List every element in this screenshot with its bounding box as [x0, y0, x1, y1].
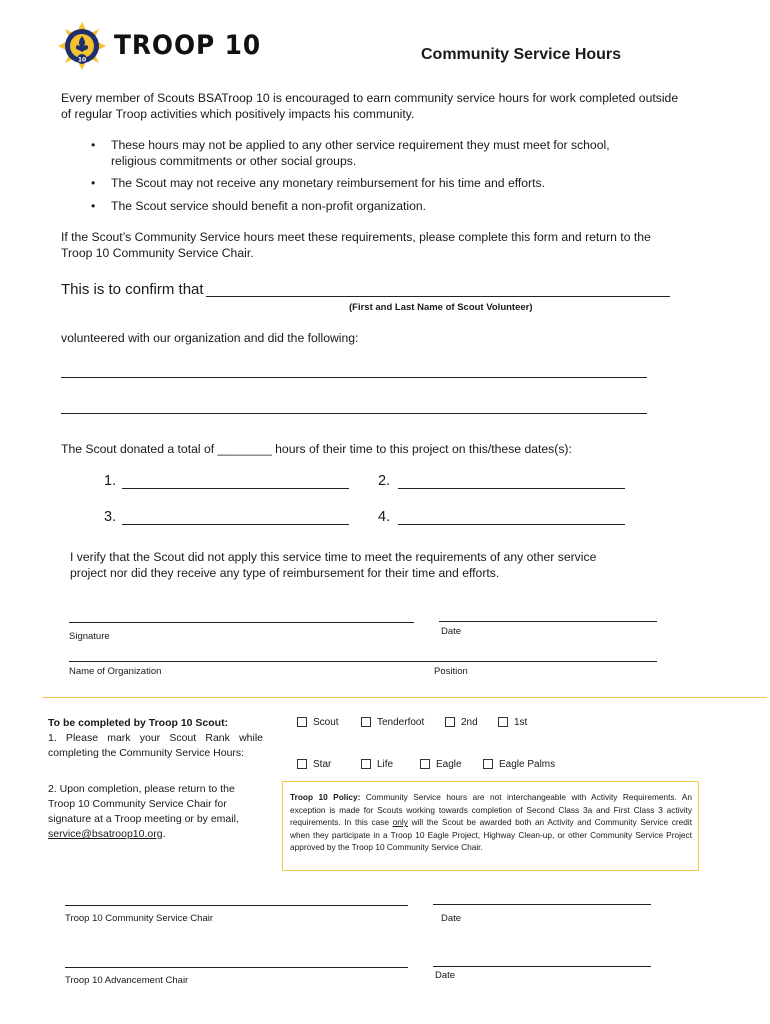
checkbox-icon	[483, 759, 493, 769]
activity-line-1[interactable]	[61, 377, 647, 378]
advancement-date-caption: Date	[435, 970, 456, 981]
verify-paragraph	[70, 549, 596, 581]
signature-field[interactable]	[69, 622, 414, 623]
rank-checkbox-eagle-palms[interactable]	[483, 759, 555, 770]
advancement-date-field[interactable]	[433, 966, 651, 967]
chair-caption: Troop 10 Community Service Chair	[65, 913, 214, 924]
checkbox-icon	[420, 759, 430, 769]
intro-paragraph	[61, 90, 678, 122]
hours-statement	[61, 441, 572, 457]
rank-checkbox-scout[interactable]	[297, 717, 339, 728]
bullet-1-line-2: religious commitments or other social groups.	[111, 154, 357, 168]
rank-checkbox-1st[interactable]	[498, 717, 527, 728]
rank-checkbox-tenderfoot[interactable]	[361, 717, 424, 728]
step-2-line-1: 2. Upon completion, please return to the	[48, 783, 235, 795]
volunteered-text: volunteered with our organization and did the following:	[61, 331, 359, 345]
chair-signature-field[interactable]	[65, 905, 408, 906]
chair-date-field[interactable]	[433, 904, 651, 905]
checkbox-icon	[361, 759, 371, 769]
checkbox-icon	[297, 759, 307, 769]
rank-checkbox-2nd[interactable]	[445, 717, 478, 728]
scout-instructions	[48, 716, 263, 761]
date-2-label: 2.	[378, 473, 391, 489]
signature-date-field[interactable]	[439, 621, 657, 622]
bullet-2-line-1: The Scout may not receive any monetary reimbursement for his time and efforts.	[111, 176, 545, 190]
date-3-field[interactable]	[122, 524, 349, 525]
rank-label: 1st	[514, 717, 528, 728]
intro-line-2: of regular Troop activities which positively impacts his community.	[61, 107, 415, 121]
signature-date-caption: Date	[441, 626, 462, 637]
instructions-line-2: Troop 10 Community Service Chair.	[61, 246, 254, 260]
rank-label: Star	[313, 759, 332, 770]
position-caption: Position	[434, 666, 468, 677]
rank-label: Tenderfoot	[377, 717, 425, 728]
hours-label-before: The Scout donated a total of	[61, 442, 215, 456]
checkbox-icon	[297, 717, 307, 727]
email-link[interactable]: service@bsatroop10.org	[48, 828, 163, 840]
list-item	[91, 198, 427, 214]
confirm-label: This is to confirm that	[61, 281, 204, 298]
bullet-3-line-1: The Scout service should benefit a non-profit organization.	[111, 199, 427, 213]
date-1-field[interactable]	[122, 488, 349, 489]
advancement-caption: Troop 10 Advancement Chair	[65, 975, 189, 986]
rank-label: Life	[377, 759, 394, 770]
checkbox-icon	[361, 717, 371, 727]
activity-line-2[interactable]	[61, 413, 647, 414]
rank-label: Eagle	[436, 759, 462, 770]
hours-field[interactable]: ________	[217, 442, 272, 456]
list-item	[91, 137, 610, 169]
policy-text-1: Community Service hours are not interchangeable with Activity Requirements. An exception is made for Scouts working towards completion of Second Class 3a and First Class 3 activity requirements. In this case	[290, 792, 692, 828]
rank-label: Eagle Palms	[499, 759, 556, 770]
troop-logo	[58, 22, 106, 70]
section-divider	[42, 697, 767, 698]
date-4-label: 4.	[378, 509, 391, 525]
email-suffix: .	[162, 828, 166, 840]
checkbox-icon	[498, 717, 508, 727]
rank-label: Scout	[313, 717, 339, 728]
bullet-icon: •	[91, 138, 96, 152]
date-3-label: 3.	[104, 509, 117, 525]
scout-name-caption: (First and Last Name of Scout Volunteer)	[349, 302, 533, 313]
checkbox-icon	[445, 717, 455, 727]
policy-text-2: will the Scout be awarded both an Activity and Community Service credit when they participate in a Troop 10 Eagle Project, Highway Clean-up, or other Community Service Project approved by the Troop 10 Community Service Chair.	[290, 817, 692, 853]
hours-label-after: hours of their time to this project on this/these dates(s):	[275, 442, 572, 456]
step-2-line-3: signature at a Troop meeting or by email,	[48, 813, 239, 825]
scout-name-field[interactable]	[206, 296, 670, 297]
step-1-line-2: completing the Community Service Hours:	[48, 747, 245, 759]
policy-box	[282, 781, 699, 871]
instructions-paragraph	[61, 229, 651, 261]
signature-caption: Signature	[69, 631, 110, 642]
rank-checkbox-eagle[interactable]	[420, 759, 462, 770]
scout-return-instructions	[48, 782, 263, 842]
bullet-icon: •	[91, 199, 96, 213]
logo-badge-number: 10	[77, 56, 87, 64]
list-item	[91, 175, 545, 191]
step-1-line-1: 1. Please mark your Scout Rank while	[48, 732, 263, 744]
policy-emphasis: only	[392, 817, 408, 828]
date-4-field[interactable]	[398, 524, 625, 525]
rank-checkbox-star[interactable]	[297, 759, 331, 770]
date-2-field[interactable]	[398, 488, 625, 489]
intro-line-1: Every member of Scouts BSATroop 10 is encouraged to earn community service hours for work completed outside	[61, 91, 679, 105]
organization-caption: Name of Organization	[69, 666, 162, 677]
bullet-icon: •	[91, 176, 96, 190]
brand-name: TROOP 10	[114, 30, 262, 61]
rank-label: 2nd	[461, 717, 478, 728]
scout-section-heading: To be completed by Troop 10 Scout:	[48, 717, 229, 729]
step-2-line-2: Troop 10 Community Service Chair for	[48, 798, 227, 810]
page-title: Community Service Hours	[421, 46, 622, 63]
date-1-label: 1.	[104, 473, 117, 489]
advancement-signature-field[interactable]	[65, 967, 408, 968]
policy-label: Troop 10 Policy:	[290, 792, 361, 802]
chair-date-caption: Date	[441, 913, 462, 924]
rank-checkbox-life[interactable]	[361, 759, 393, 770]
verify-line-2: project nor did they receive any type of reimbursement for their time and efforts.	[70, 566, 500, 580]
bullet-1-line-1: These hours may not be applied to any other service requirement they must meet for school,	[111, 138, 610, 152]
fleur-de-lis-badge-icon	[58, 22, 106, 70]
organization-position-field[interactable]	[69, 661, 657, 662]
verify-line-1: I verify that the Scout did not apply this service time to meet the requirements of any other service	[70, 550, 597, 564]
instructions-line-1: If the Scout’s Community Service hours meet these requirements, please complete this form and return to the	[61, 230, 651, 244]
